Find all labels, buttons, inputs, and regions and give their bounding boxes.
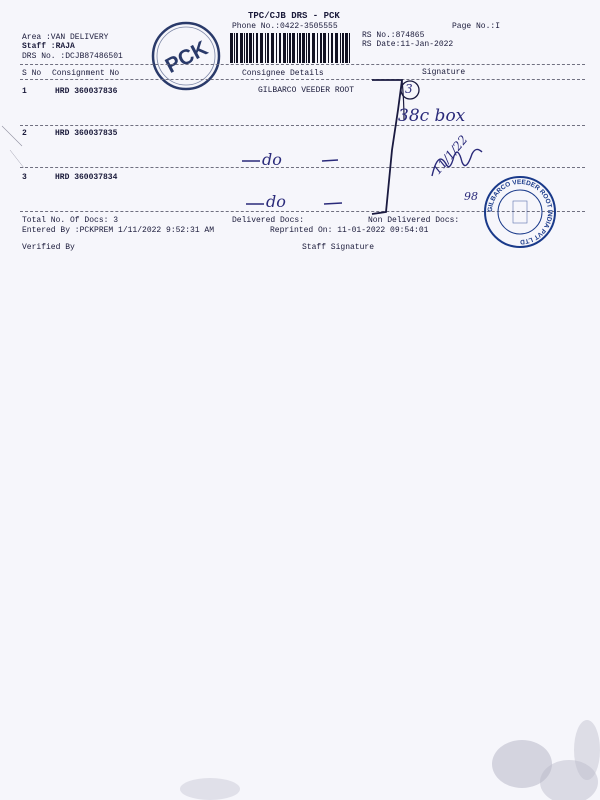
row-sno: 3: [22, 173, 27, 182]
area-label: Area :VAN DELIVERY: [22, 33, 109, 42]
margin-marks: [0, 120, 40, 180]
row-consignment: HRD 360037836: [55, 87, 118, 96]
total-docs: Total No. Of Docs: 3: [22, 216, 119, 225]
column-header-sno: S No: [22, 69, 42, 78]
handwritten-boxes: 38c box: [398, 106, 466, 126]
row-consignment: HRD 360037834: [55, 173, 118, 182]
column-header-consignee: Consignee Details: [242, 69, 324, 78]
rs-date: RS Date:11-Jan-2022: [362, 40, 454, 49]
company-seal-stamp: [482, 174, 558, 250]
ditto-dash: [244, 201, 344, 207]
svg-text:PCK: PCK: [161, 36, 212, 78]
ditto-dash: [240, 158, 340, 164]
rs-number: RS No.:874865: [362, 31, 425, 40]
scan-smudge: [180, 778, 240, 800]
entered-by: Entered By :PCKPREM 1/11/2022 9:52:31 AM: [22, 226, 215, 235]
svg-text:GILBARCO VEEDER ROOT INDIA PVT: [487, 179, 553, 245]
verified-by-label: Verified By: [22, 243, 75, 252]
scan-smudge: [574, 720, 600, 780]
row-consignment: HRD 360037835: [55, 129, 118, 138]
row-consignee: GILBARCO VEEDER ROOT: [258, 86, 355, 95]
column-header-signature: Signature: [422, 68, 466, 77]
handwritten-ditto: do: [262, 150, 282, 169]
page-number: Page No.:I: [452, 22, 501, 31]
staff-label: Staff :RAJA: [22, 42, 75, 51]
row-sno: 1: [22, 87, 27, 96]
handwritten-count: 3: [405, 82, 413, 96]
document-title: TPC/CJB DRS - PCK: [248, 11, 340, 21]
delivered-docs: Delivered Docs:: [232, 216, 305, 225]
seal-ring-text: GILBARCO VEEDER ROOT INDIA PVT LTD: [486, 178, 554, 246]
staff-signature-label: Staff Signature: [302, 243, 375, 252]
row-sno: 2: [22, 129, 27, 138]
column-header-consignment: Consignment No: [52, 69, 120, 78]
handwritten-date: 11/1/22: [430, 132, 471, 177]
phone-number: Phone No.:0422-3505555: [232, 22, 338, 31]
reprinted-on: Reprinted On: 11-01-2022 09:54:01: [270, 226, 429, 235]
handwritten-ditto: do: [266, 192, 286, 211]
non-delivered-docs: Non Delivered Docs:: [368, 216, 460, 225]
handwritten-initials: 98: [464, 190, 478, 203]
drs-number: DRS No. :DCJB87486501: [22, 52, 123, 61]
